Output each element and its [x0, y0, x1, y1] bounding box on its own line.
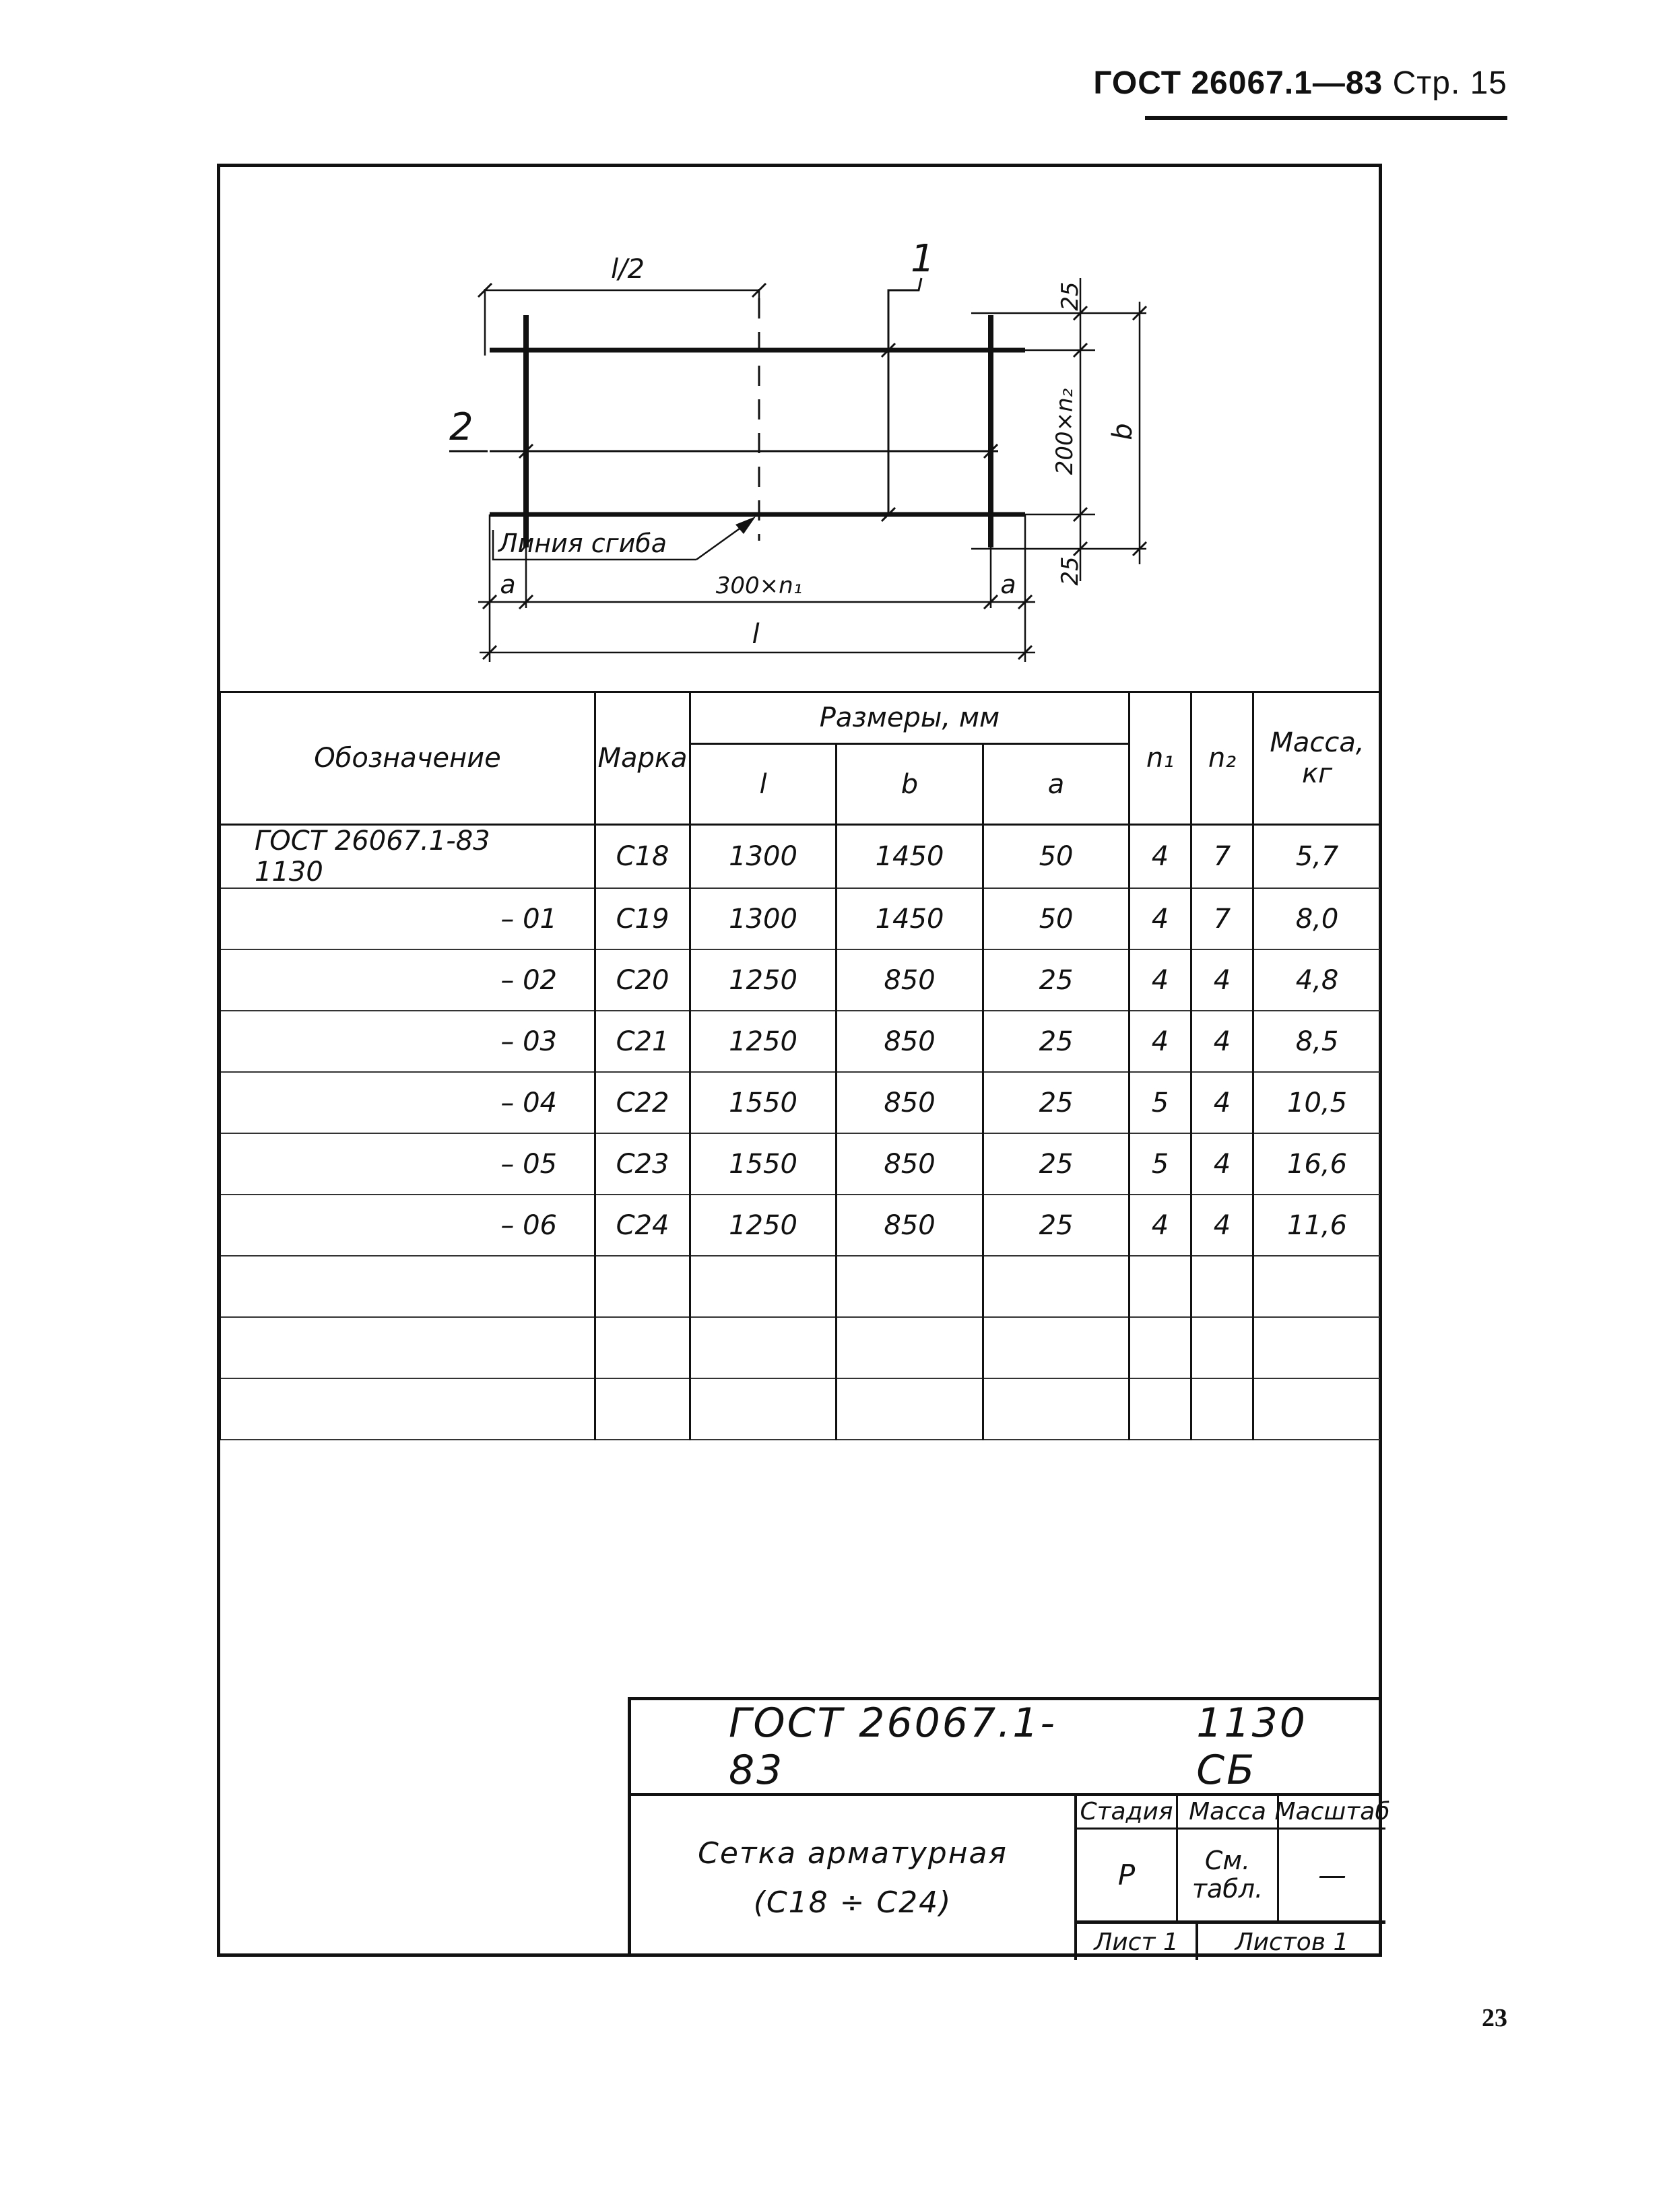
- col-mark: Марка: [595, 692, 690, 825]
- product-name: Сетка арматурная: [698, 1836, 1008, 1871]
- col-sizes: Размеры, мм: [690, 692, 1130, 744]
- cell-a: [983, 1378, 1130, 1440]
- cell-n1: 4: [1130, 1011, 1191, 1072]
- mass-value: [1178, 1830, 1279, 1924]
- cell-a: [983, 1256, 1130, 1317]
- mesh-drawing: [217, 164, 1382, 696]
- dim-b: b: [1107, 423, 1138, 440]
- cell-n2: 7: [1191, 825, 1253, 889]
- section-mark-2: 2: [449, 405, 473, 449]
- cell-mass: [1253, 1378, 1381, 1440]
- cell-designation: [220, 1317, 595, 1378]
- cell-a: 25: [983, 1195, 1130, 1256]
- cell-mass: 5,7: [1253, 825, 1381, 889]
- cell-designation: – 05: [220, 1133, 595, 1195]
- cell-l: 1300: [690, 825, 837, 889]
- cell-mass: 4,8: [1253, 949, 1381, 1011]
- cell-l: 1300: [690, 888, 837, 949]
- document-code: ГОСТ 26067.1-83: [729, 1700, 1057, 1794]
- cell-a: [983, 1317, 1130, 1378]
- cell-b: 850: [837, 949, 983, 1011]
- cell-a: 25: [983, 1011, 1130, 1072]
- table-row: [220, 1317, 1381, 1378]
- cell-n2: 4: [1191, 1072, 1253, 1133]
- cell-mass: [1253, 1317, 1381, 1378]
- dim-half-length: l/2: [610, 254, 645, 285]
- cell-mark: С19: [595, 888, 690, 949]
- scale-value: —: [1279, 1830, 1385, 1924]
- stage-label: Стадия: [1077, 1796, 1178, 1830]
- cell-b: [837, 1256, 983, 1317]
- cell-l: [690, 1378, 837, 1440]
- title-block-name: [631, 1796, 1074, 1960]
- cell-n2: 7: [1191, 888, 1253, 949]
- stage-value: Р: [1077, 1830, 1178, 1924]
- cell-n1: [1130, 1317, 1191, 1378]
- cell-b: 850: [837, 1133, 983, 1195]
- cell-l: [690, 1317, 837, 1378]
- dim-l: l: [752, 619, 760, 650]
- cell-b: [837, 1378, 983, 1440]
- header-text: [1093, 65, 1507, 102]
- cell-designation: [220, 1256, 595, 1317]
- table-row: [220, 888, 1381, 949]
- specification-table: [219, 691, 1382, 1440]
- cell-mass: [1253, 1256, 1381, 1317]
- cell-n1: 5: [1130, 1133, 1191, 1195]
- table-row: [220, 1195, 1381, 1256]
- page-number: 23: [1482, 2004, 1507, 2032]
- col-a: a: [983, 744, 1130, 825]
- cell-n1: 5: [1130, 1072, 1191, 1133]
- dim-300-n1: 300×n₁: [715, 572, 803, 599]
- page-label: Стр. 15: [1392, 65, 1507, 101]
- cell-mark: С23: [595, 1133, 690, 1195]
- sheet-label: Лист 1: [1077, 1924, 1198, 1960]
- cell-mark: С24: [595, 1195, 690, 1256]
- cell-n2: 4: [1191, 949, 1253, 1011]
- dim-25-bottom: 25: [1057, 556, 1084, 586]
- dim-200-n2: 200×n₂: [1051, 388, 1078, 475]
- dim-a-right: a: [1000, 570, 1016, 599]
- cell-n1: [1130, 1378, 1191, 1440]
- table-row: [220, 1378, 1381, 1440]
- cell-b: 850: [837, 1072, 983, 1133]
- section-mark-1: 1: [911, 237, 935, 281]
- sheets-label: Листов 1: [1235, 1928, 1349, 1956]
- dim-25-top: 25: [1057, 281, 1084, 311]
- cell-n1: 4: [1130, 888, 1191, 949]
- cell-b: 1450: [837, 825, 983, 889]
- cell-n2: [1191, 1378, 1253, 1440]
- cell-n1: 4: [1130, 1195, 1191, 1256]
- cell-designation: – 03: [220, 1011, 595, 1072]
- cell-designation: ГОСТ 26067.1-83 1130: [220, 825, 595, 889]
- cell-n2: 4: [1191, 1133, 1253, 1195]
- cell-l: 1250: [690, 1011, 837, 1072]
- cell-n1: 4: [1130, 825, 1191, 889]
- cell-mark: [595, 1378, 690, 1440]
- cell-n1: [1130, 1256, 1191, 1317]
- cell-designation: [220, 1378, 595, 1440]
- cell-mass: 8,0: [1253, 888, 1381, 949]
- product-range: (С18 ÷ С24): [753, 1885, 952, 1920]
- cell-mass: 16,6: [1253, 1133, 1381, 1195]
- col-mass: [1253, 692, 1381, 825]
- cell-l: 1250: [690, 949, 837, 1011]
- scale-label: Масштаб: [1279, 1796, 1385, 1830]
- cell-n2: [1191, 1317, 1253, 1378]
- table-row: [220, 1256, 1381, 1317]
- table-row: [220, 825, 1381, 889]
- table-row: [220, 1072, 1381, 1133]
- cell-mark: С22: [595, 1072, 690, 1133]
- cell-mark: С20: [595, 949, 690, 1011]
- cell-l: 1550: [690, 1072, 837, 1133]
- col-l: l: [690, 744, 837, 825]
- cell-b: [837, 1317, 983, 1378]
- cell-mark: [595, 1317, 690, 1378]
- col-n2: n₂: [1191, 692, 1253, 825]
- title-block: [628, 1697, 1390, 1957]
- cell-b: 850: [837, 1195, 983, 1256]
- cell-designation: – 06: [220, 1195, 595, 1256]
- title-block-grid: [1074, 1796, 1390, 1960]
- cell-a: 25: [983, 1072, 1130, 1133]
- cell-mass: 8,5: [1253, 1011, 1381, 1072]
- standard-number: ГОСТ 26067.1—83: [1093, 65, 1383, 101]
- col-n1: n₁: [1130, 692, 1191, 825]
- table-row: [220, 1011, 1381, 1072]
- cell-a: 25: [983, 949, 1130, 1011]
- table-row: [220, 949, 1381, 1011]
- cell-mass: 10,5: [1253, 1072, 1381, 1133]
- cell-n2: 4: [1191, 1195, 1253, 1256]
- cell-b: 850: [837, 1011, 983, 1072]
- cell-n2: [1191, 1256, 1253, 1317]
- cell-a: 25: [983, 1133, 1130, 1195]
- col-mass-unit: кг: [1301, 758, 1333, 789]
- cell-n1: 4: [1130, 949, 1191, 1011]
- cell-b: 1450: [837, 888, 983, 949]
- cell-designation: – 01: [220, 888, 595, 949]
- title-block-code: [631, 1700, 1382, 1796]
- col-mass-label: Масса,: [1270, 727, 1365, 758]
- cell-mark: [595, 1256, 690, 1317]
- cell-designation: – 02: [220, 949, 595, 1011]
- mass-label: Масса: [1178, 1796, 1279, 1830]
- cell-mark: С21: [595, 1011, 690, 1072]
- bend-line-label: Линия сгиба: [498, 529, 667, 558]
- cell-mass: 11,6: [1253, 1195, 1381, 1256]
- table-row: [220, 1133, 1381, 1195]
- col-designation: Обозначение: [220, 692, 595, 825]
- cell-n2: 4: [1191, 1011, 1253, 1072]
- cell-l: 1250: [690, 1195, 837, 1256]
- dim-a-left: a: [500, 570, 516, 599]
- cell-a: 50: [983, 825, 1130, 889]
- document-suffix: 1130 СБ: [1196, 1700, 1307, 1794]
- cell-mark: С18: [595, 825, 690, 889]
- cell-l: [690, 1256, 837, 1317]
- cell-l: 1550: [690, 1133, 837, 1195]
- col-b: b: [837, 744, 983, 825]
- mass-value-line2: табл.: [1191, 1873, 1264, 1904]
- cell-a: 50: [983, 888, 1130, 949]
- cell-designation: – 04: [220, 1072, 595, 1133]
- mass-value-line1: См.: [1204, 1845, 1251, 1875]
- page-header: [1093, 65, 1507, 120]
